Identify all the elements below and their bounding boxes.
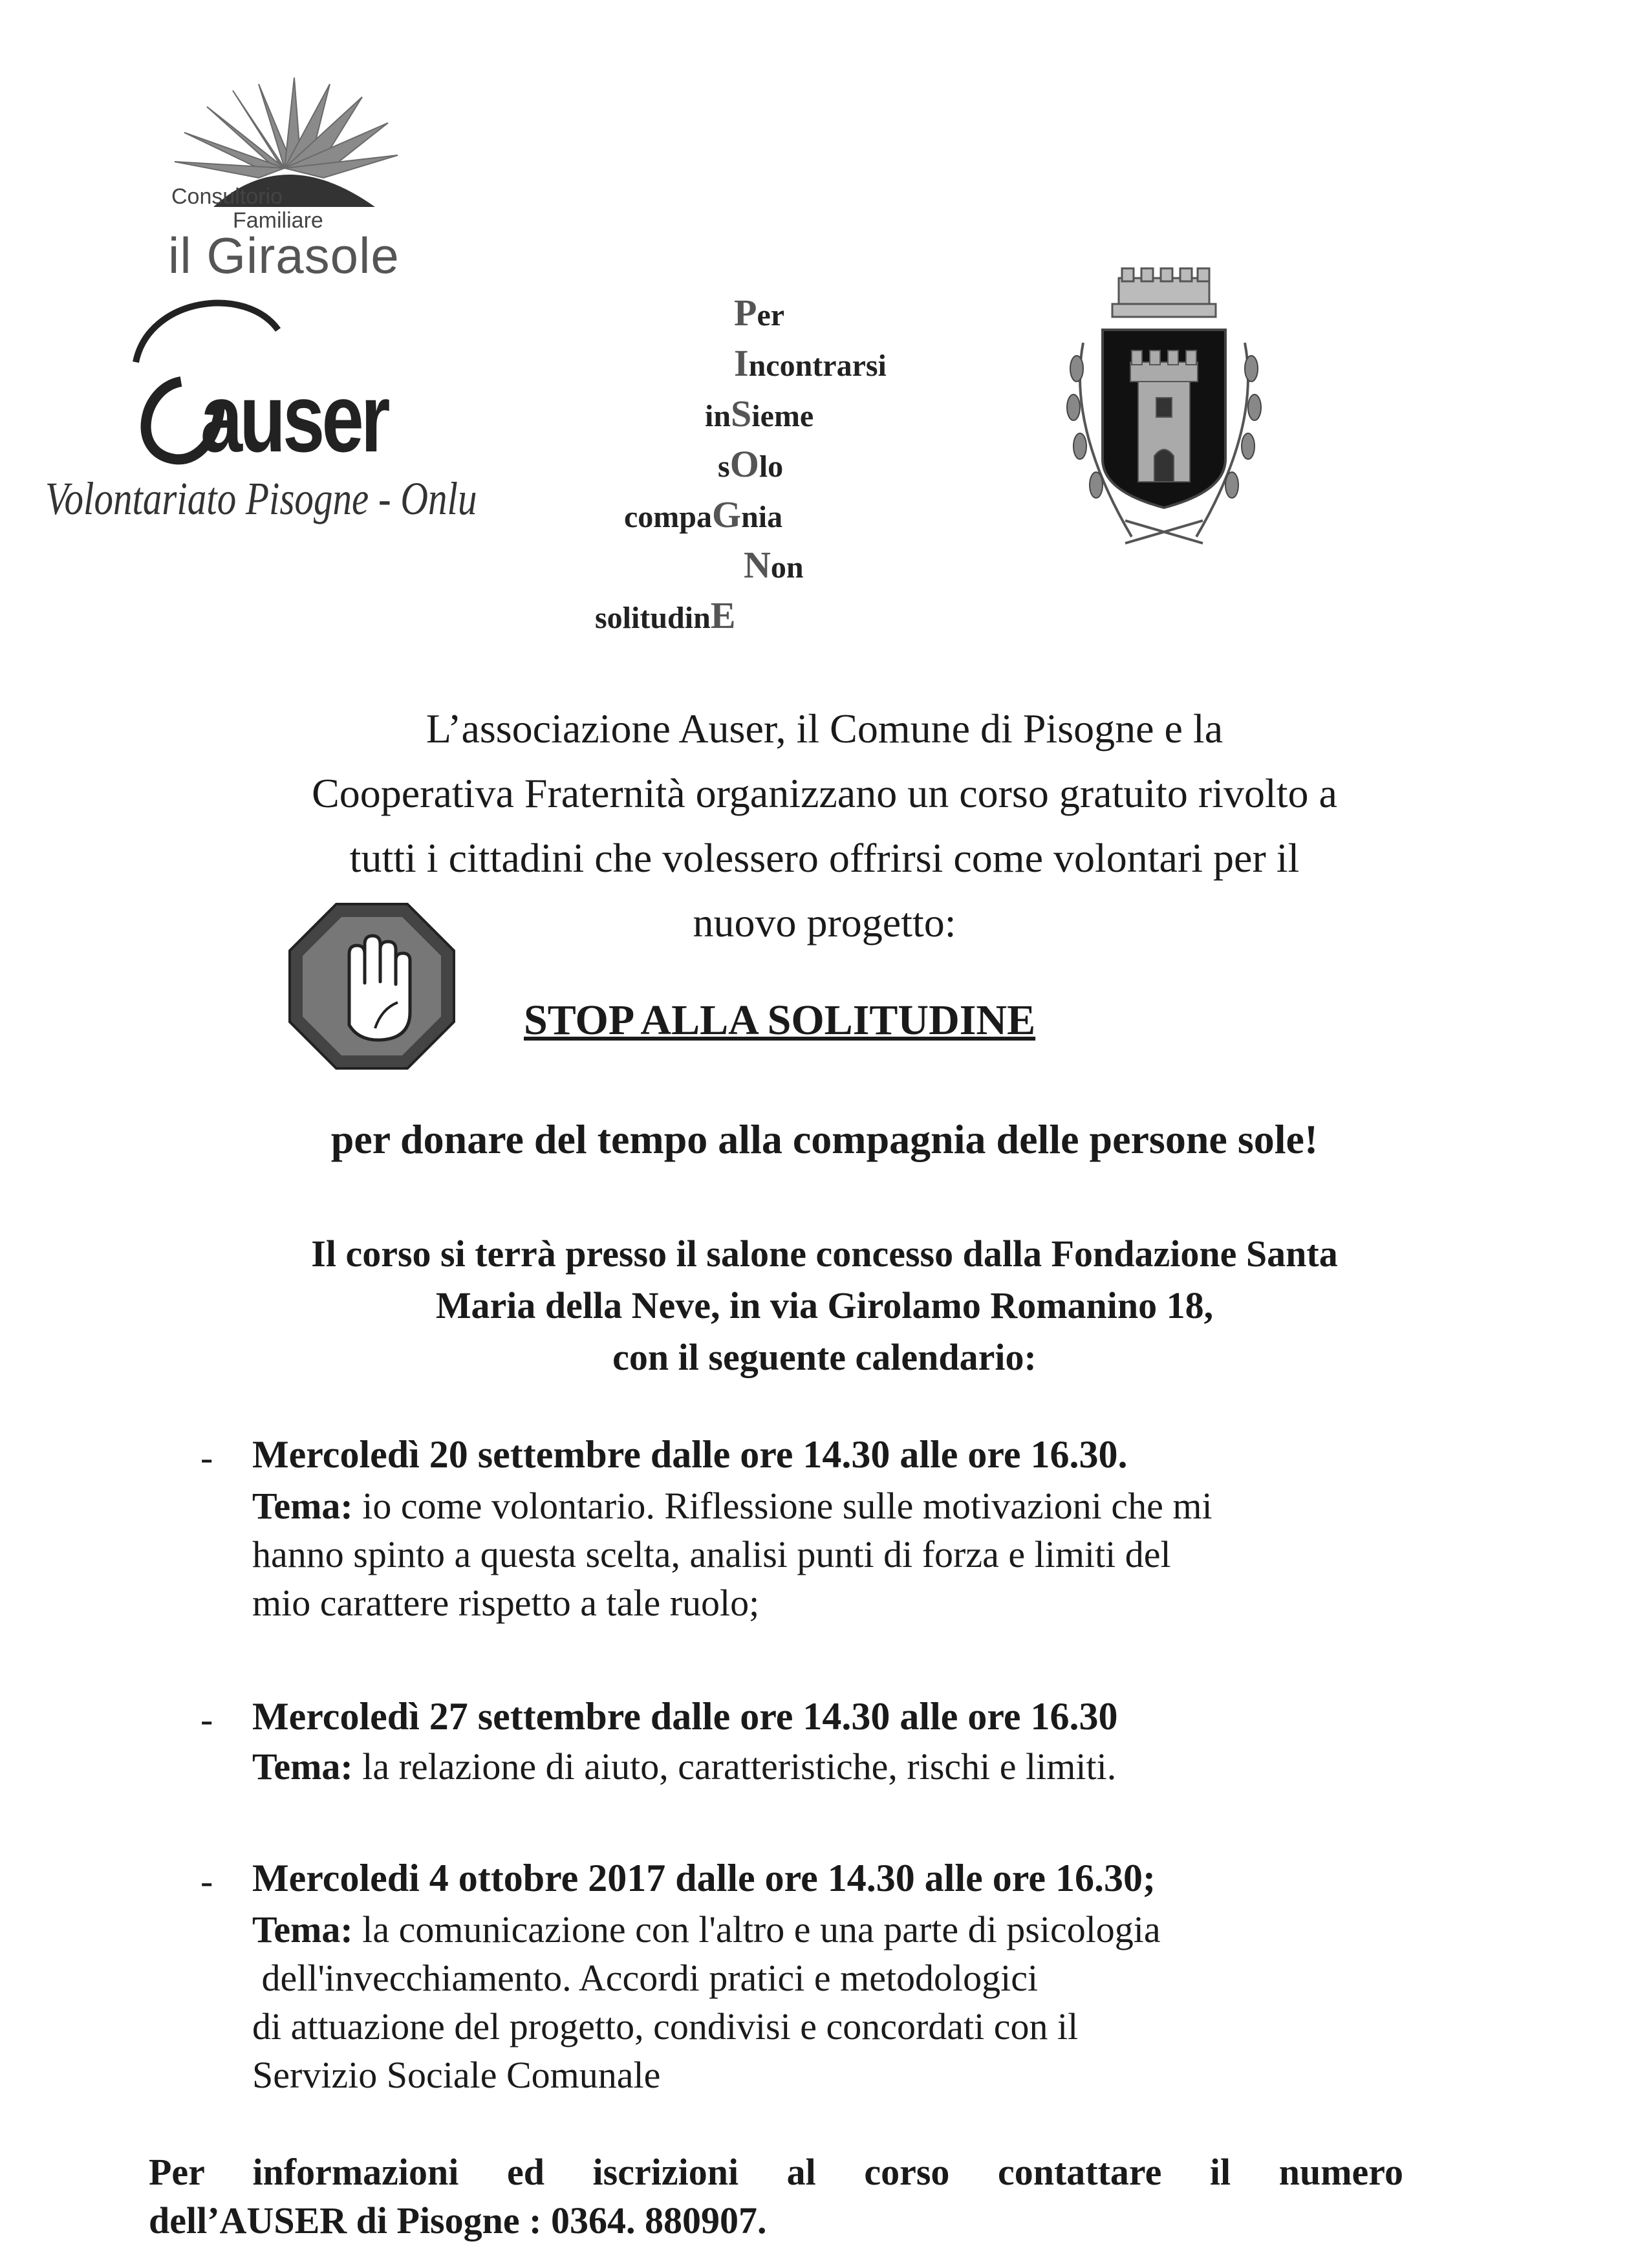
session-3-heading: Mercoledi 4 ottobre 2017 dalle ore 14.30 alle ore 16.30; [252,1857,1156,1899]
session-2-dash: - [200,1698,213,1740]
contact-line-2: dell’AUSER di Pisogne : 0364. 880907. [149,2199,767,2241]
auser-wordmark: auser [200,363,387,472]
stop-hand-icon [285,899,459,1074]
acrostic-line-3: inSieme [705,393,814,435]
session-1-heading: Mercoledì 20 settembre dalle ore 14.30 alle ore 16.30. [252,1433,1128,1476]
session-3-line-3: di attuazione del progetto, condivisi e concordati con il [252,2005,1079,2047]
session-2-line-1 [252,1745,1116,1788]
session-1-line-3: mio carattere rispetto a tale ruolo; [252,1582,760,1624]
acrostic-line-7: solitudinE [595,594,736,636]
girasole-logo [162,71,407,284]
girasole-line2: Familiare [233,208,323,233]
session-3-tema-text: la comunicazione con l'altro e una parte di psicologia [352,1908,1161,1950]
acrostic-line-1: Per [734,292,785,334]
coat-of-arms-icon [1048,265,1280,563]
contact-line-1: Per informazioni ed iscrizioni al corso contattare il numero [149,2151,1403,2193]
session-3-line-2: dell'invecchiamento. Accordi pratici e metodologici [252,1957,1039,1999]
session-3-line-1 [252,1908,1161,1951]
project-title: STOP ALLA SOLITUDINE [524,997,1036,1044]
session-1-line-1 [252,1484,1212,1528]
girasole-line3: il Girasole [168,227,400,284]
venue-line-3: con il seguente calendario: [612,1336,1037,1378]
acrostic-line-5: compaGnia [624,493,783,535]
session-1-tema-label: Tema: [252,1485,353,1527]
session-1-tema-text: io come volontario. Riflessione sulle motivazioni che mi [352,1485,1212,1527]
tagline: per donare del tempo alla compagnia delle persone sole! [330,1116,1319,1162]
intro-line-4: nuovo progetto: [693,900,956,945]
intro-line-1: L’associazione Auser, il Comune di Pisogne e la [426,706,1223,751]
venue-line-1: Il corso si terrà presso il salone concesso dalla Fondazione Santa [311,1233,1338,1275]
girasole-line1: Consultorio [171,184,283,209]
session-3-tema-label: Tema: [252,1908,353,1950]
session-1-line-2: hanno spinto a questa scelta, analisi punti di forza e limiti del [252,1533,1171,1575]
auser-logo [39,272,491,543]
session-2-tema-text: la relazione di aiuto, caratteristiche, rischi e limiti. [352,1745,1117,1787]
intro-line-3: tutti i cittadini che volessero offrirsi come volontari per il [349,835,1300,881]
session-3-dash: - [200,1860,213,1902]
session-3-line-4: Servizio Sociale Comunale [252,2054,661,2096]
acrostic-line-6: Non [744,544,804,586]
auser-subtitle: Volontariato Pisogne - Onlu [45,473,477,524]
acrostic-line-4: sOlo [718,443,784,485]
intro-line-2: Cooperativa Fraternità organizzano un corso gratuito rivolto a [312,770,1337,816]
session-2-tema-label: Tema: [252,1745,353,1787]
session-2-heading: Mercoledì 27 settembre dalle ore 14.30 alle ore 16.30 [252,1695,1118,1738]
venue-line-2: Maria della Neve, in via Girolamo Romanino 18, [435,1284,1214,1326]
session-1-dash: - [200,1436,213,1478]
acrostic-line-2: Incontrarsi [734,342,887,384]
